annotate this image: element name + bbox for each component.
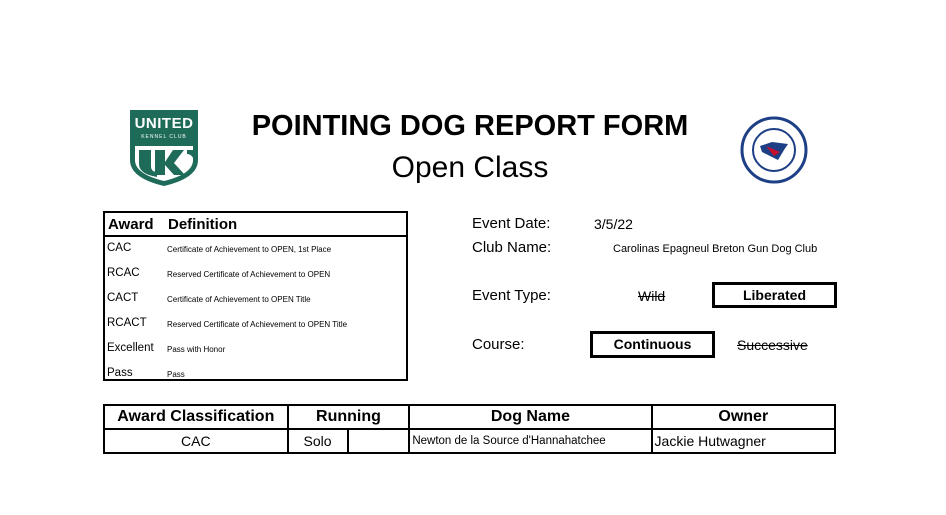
ukc-logo-text-kennel: KENNEL CLUB [141, 134, 187, 140]
definitions-header [105, 213, 406, 237]
page-title: POINTING DOG REPORT FORM [251, 110, 689, 142]
definition-code: RCACT [107, 317, 147, 329]
club-name-value: Carolinas Epagneul Breton Gun Dog Club [613, 243, 818, 255]
cell-running: Solo [288, 429, 348, 453]
course-continuous-selected: Continuous [590, 331, 715, 358]
definition-desc: Pass with Honor [167, 345, 226, 354]
ukc-logo-text-united: UNITED [134, 115, 194, 132]
definition-code: CACT [107, 292, 139, 304]
definition-desc: Reserved Certificate of Achievement to OPEN [167, 270, 331, 279]
results-header-row [104, 405, 835, 429]
header-award-classification: Award Classification [104, 405, 288, 429]
definition-code: CAC [107, 242, 132, 254]
definition-desc: Certificate of Achievement to OPEN Title [167, 295, 311, 304]
course-label: Course: [472, 336, 525, 353]
definition-desc: Certificate of Achievement to OPEN, 1st Place [167, 245, 332, 254]
cell-running-extra [348, 429, 410, 453]
definition-code: RCAC [107, 267, 140, 279]
header-dog-name: Dog Name [409, 405, 651, 429]
course-successive-struck: Successive [737, 337, 808, 353]
event-date-label: Event Date: [472, 215, 551, 232]
ukc-logo [127, 108, 201, 188]
definition-row [105, 262, 406, 287]
definitions-header-award: Award [108, 216, 154, 233]
definition-row [105, 362, 406, 387]
club-name-label: Club Name: [472, 239, 552, 256]
page-subtitle: Open Class [391, 151, 549, 184]
table-row [104, 429, 835, 453]
cell-owner: Jackie Hutwagner [652, 429, 835, 453]
event-date-value: 3/5/22 [594, 216, 633, 232]
definitions-header-definition: Definition [168, 216, 238, 233]
award-definitions-table [103, 211, 408, 381]
club-seal-logo [740, 116, 808, 184]
definition-row [105, 337, 406, 362]
event-type-label: Event Type: [472, 287, 551, 304]
definition-row [105, 287, 406, 312]
cell-award: CAC [104, 429, 288, 453]
event-type-liberated-selected: Liberated [712, 282, 837, 308]
results-table [103, 404, 836, 454]
definition-code: Excellent [107, 342, 154, 354]
definition-code: Pass [107, 367, 133, 379]
cell-dog-name: Newton de la Source d'Hannahatchee [409, 429, 651, 453]
event-type-wild-struck: Wild [638, 288, 666, 304]
club-seal-icon [740, 116, 808, 184]
header-running: Running [288, 405, 410, 429]
definition-row [105, 237, 406, 262]
definition-desc: Pass [167, 370, 185, 379]
definition-row [105, 312, 406, 337]
header-owner: Owner [652, 405, 835, 429]
definition-desc: Reserved Certificate of Achievement to OPEN Title [167, 320, 348, 329]
